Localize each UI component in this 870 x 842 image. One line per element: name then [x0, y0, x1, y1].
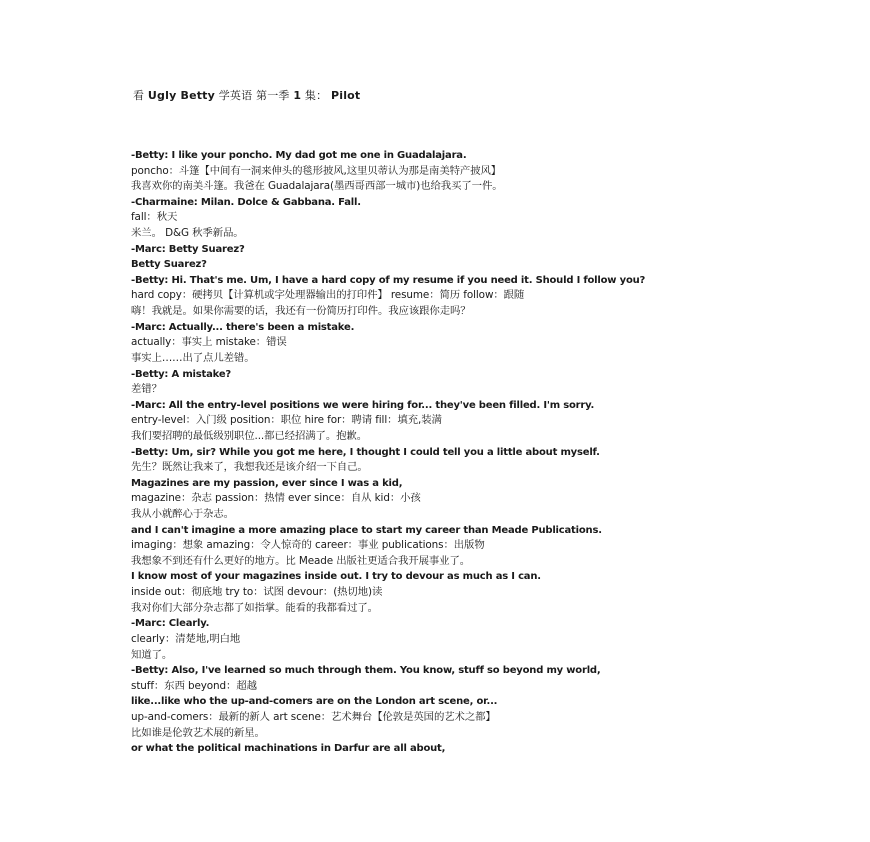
title-prefix: 看	[133, 89, 148, 102]
annotation-line: poncho：斗篷【中间有一洞来伸头的毯形披风,这里贝蒂认为那是南美特产披风】	[131, 164, 502, 177]
annotation-line: hard copy：硬拷贝【计算机或字处理器输出的打印件】 resume：简历 follow：跟随	[131, 289, 525, 302]
transcript-body	[131, 148, 831, 757]
annotation-line: 事实上……出了点儿差错。	[131, 351, 255, 364]
annotation-line: 先生？既然让我来了，我想我还是该介绍一下自己。	[131, 461, 368, 474]
annotation-line: actually：事实上 mistake：错误	[131, 336, 287, 349]
annotation-line: 我喜欢你的南美斗篷。我爸在 Guadalajara(墨西哥西部一城市)也给我买了一件。	[131, 180, 503, 193]
annotation-line: 我们要招聘的最低级别职位...都已经招满了。抱歉。	[131, 429, 368, 442]
annotation-line: 米兰。 D&G 秋季新品。	[131, 227, 244, 240]
annotation-line: imaging：想象 amazing：令人惊奇的 career：事业 publications：出版物	[131, 539, 485, 552]
annotation-line: stuff：东西 beyond：超越	[131, 679, 257, 692]
annotation-line: 差错？	[131, 383, 162, 396]
dialogue-line: -Betty: A mistake?	[131, 368, 232, 380]
dialogue-line: and I can't imagine a more amazing place to start my career than Meade Publications.	[131, 524, 602, 536]
dialogue-line: -Marc: Betty Suarez?	[131, 243, 245, 255]
title-episode-name: Pilot	[330, 89, 361, 102]
dialogue-line: -Betty: Um, sir? While you got me here, I thought I could tell you a little about myself.	[131, 446, 600, 458]
annotation-line: 知道了。	[131, 648, 173, 661]
annotation-line: fall：秋天	[131, 211, 178, 224]
dialogue-line: Betty Suarez?	[131, 259, 207, 271]
dialogue-line: or what the political machinations in Darfur are all about,	[131, 743, 446, 755]
annotation-line: 我从小就醉心于杂志。	[131, 508, 234, 521]
annotation-line: 我想象不到还有什么更好的地方。比 Meade 出版社更适合我开展事业了。	[131, 554, 471, 567]
document-title	[133, 89, 360, 103]
dialogue-line: -Betty: I like your poncho. My dad got me one in Guadalajara.	[131, 150, 467, 161]
annotation-line: inside out：彻底地 try to：试图 devour：(热切地)读	[131, 586, 383, 599]
annotation-line: 比如谁是伦敦艺术展的新星。	[131, 726, 265, 739]
annotation-line: entry-level：入门级 position：职位 hire for：聘请 fill：填充,装满	[131, 414, 442, 427]
dialogue-line: -Marc: Clearly.	[131, 618, 210, 630]
dialogue-line: -Charmaine: Milan. Dolce & Gabbana. Fall.	[131, 196, 361, 208]
dialogue-line: -Marc: All the entry-level positions we were hiring for... they've been filled. I'm sorry.	[131, 399, 595, 411]
dialogue-line: -Marc: Actually... there's been a mistake.	[131, 321, 355, 333]
dialogue-line: like...like who the up-and-comers are on the London art scene, or...	[131, 696, 498, 708]
title-middle: 学英语 第一季	[215, 89, 294, 102]
annotation-line: clearly：清楚地,明白地	[131, 632, 241, 645]
title-episode-label: 集：	[301, 89, 331, 102]
annotation-line: magazine：杂志 passion：热情 ever since：自从 kid：小孩	[131, 492, 421, 505]
title-episode-number: 1	[293, 89, 302, 102]
title-show-name: Ugly Betty	[147, 89, 216, 102]
dialogue-line: Magazines are my passion, ever since I was a kid,	[131, 477, 403, 489]
dialogue-line: I know most of your magazines inside out. I try to devour as much as I can.	[131, 571, 541, 583]
dialogue-line: -Betty: Hi. That's me. Um, I have a hard copy of my resume if you need it. Should I follow you?	[131, 274, 646, 286]
annotation-line: 嗨！我就是。如果你需要的话，我还有一份简历打印件。我应该跟你走吗？	[131, 305, 471, 318]
annotation-line: up-and-comers：最新的新人 art scene：艺术舞台【伦敦是英国的艺术之都】	[131, 710, 496, 723]
dialogue-line: -Betty: Also, I've learned so much through them. You know, stuff so beyond my world,	[131, 665, 601, 677]
annotation-line: 我对你们大部分杂志都了如指掌。能看的我都看过了。	[131, 601, 378, 614]
